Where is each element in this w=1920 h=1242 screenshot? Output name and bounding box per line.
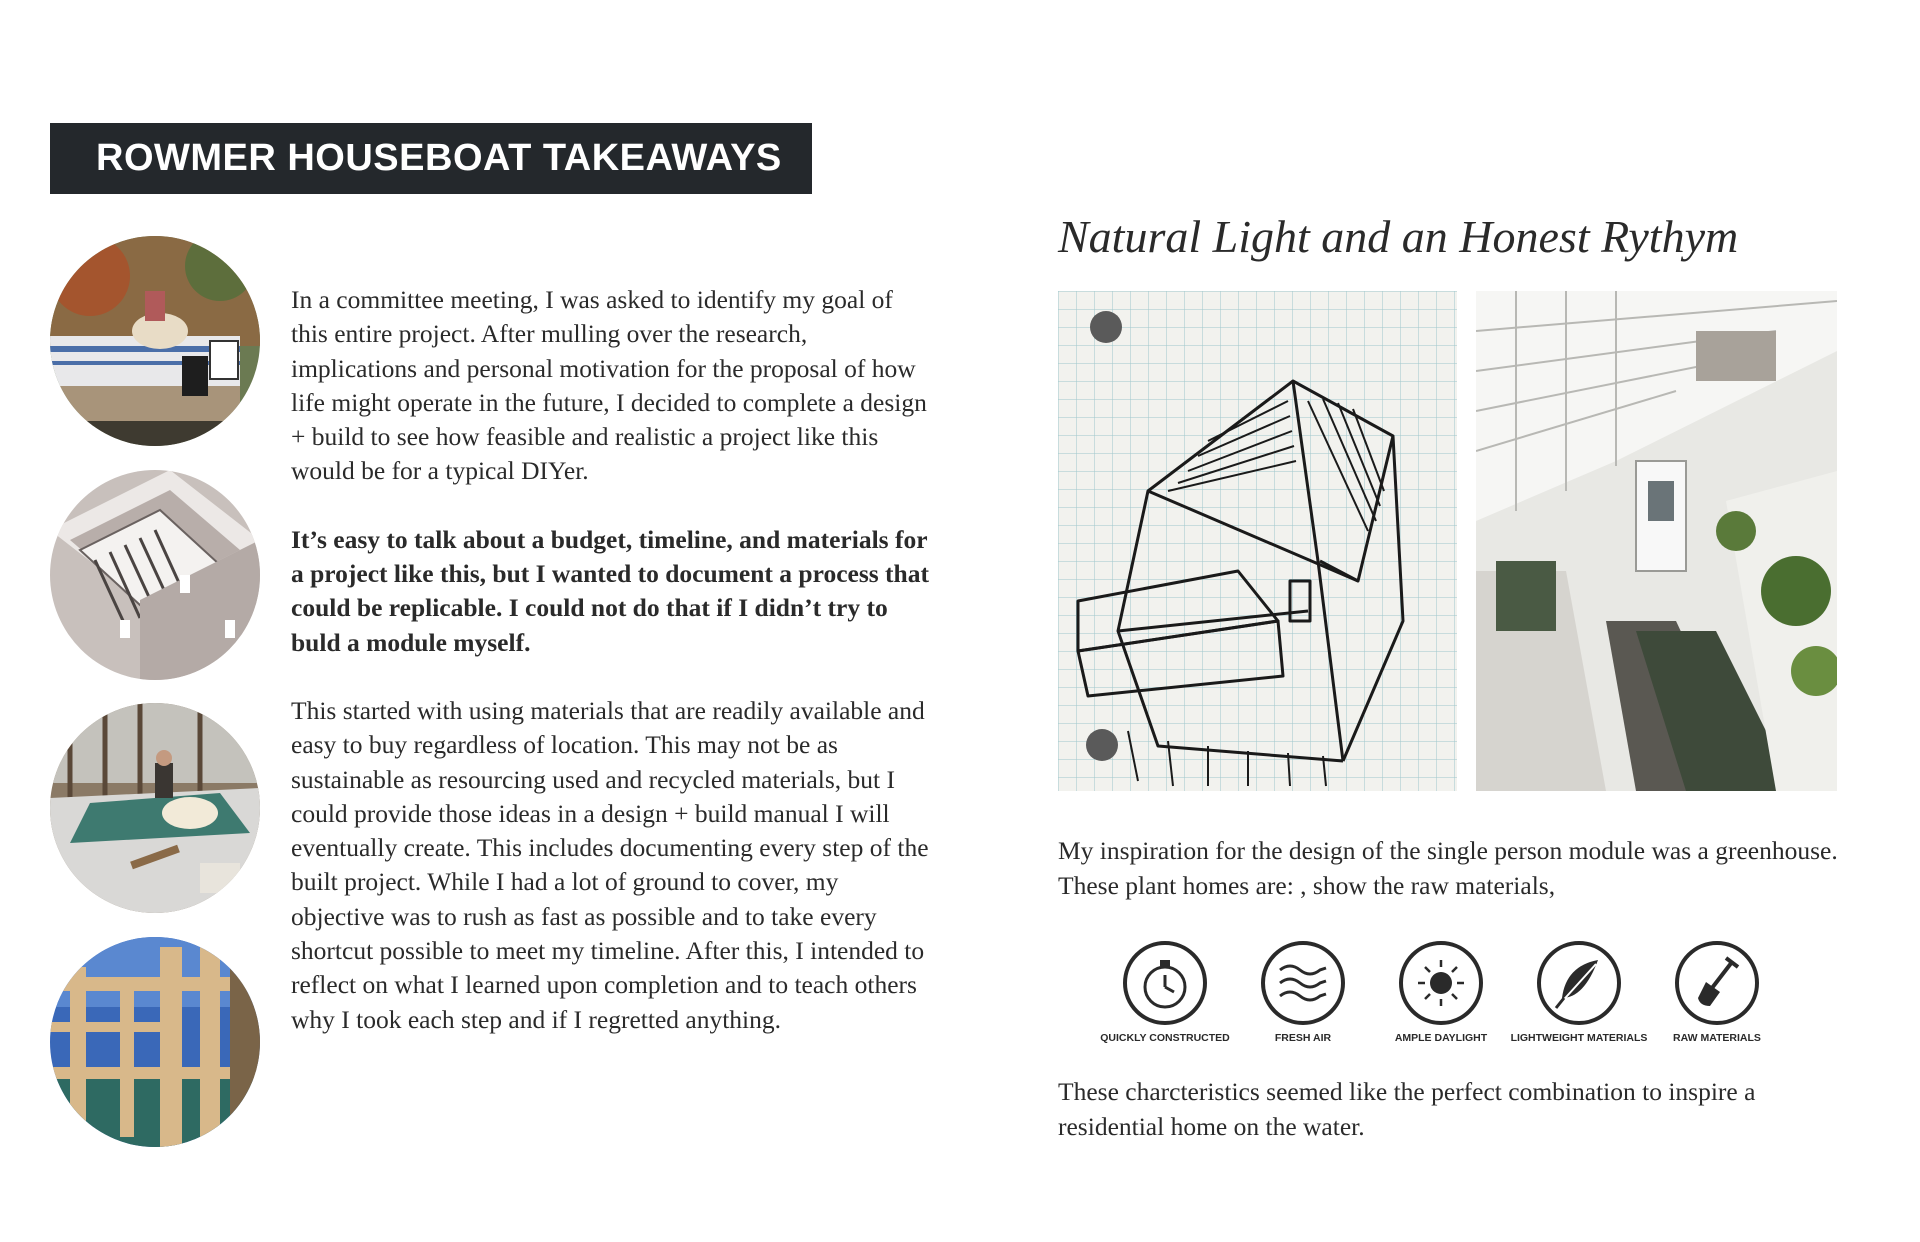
wind-icon — [1260, 940, 1346, 1026]
sun-icon — [1398, 940, 1484, 1026]
paragraph-goal: In a committee meeting, I was asked to identify my goal of this entire project. After mulling over the research, implications and personal motivation for the proposal of how life might operate in the future, I decided to complete a design + build to see how feasible and realistic a project like this would be for a typical DIYer. — [291, 285, 927, 486]
feather-icon — [1536, 940, 1622, 1026]
sketch-photo — [1058, 291, 1457, 791]
stopwatch-icon — [1122, 940, 1208, 1026]
inspiration-text: My inspiration for the design of the single person module was a greenhouse. These plant homes are: , show the raw materials, — [1058, 836, 1838, 900]
icon-label: AMPLE DAYLIGHT — [1394, 1032, 1488, 1044]
characteristics-text: These charcteristics seemed like the perfect combination to inspire a residential home on the water. — [1058, 1077, 1756, 1141]
paragraph-emphasis: It’s easy to talk about a budget, timeline, and materials for a project like this, but I wanted to document a process that could be replicable. I could not do that if I didn’t try to buld a module myself. — [291, 524, 929, 657]
shovel-icon — [1674, 940, 1760, 1026]
icon-label: RAW MATERIALS — [1673, 1032, 1761, 1044]
characteristic-fresh-air — [1228, 940, 1378, 1044]
icon-label: FRESH AIR — [1274, 1032, 1332, 1044]
greenhouse-photo — [1476, 291, 1837, 791]
characteristic-lightweight-materials — [1504, 940, 1654, 1044]
houseboat-photo — [50, 236, 260, 446]
section-heading: Natural Light and an Honest Rythym — [1058, 211, 1739, 262]
characteristic-ample-daylight — [1366, 940, 1516, 1044]
icon-label: QUICKLY CONSTRUCTED — [1100, 1032, 1230, 1044]
left-text-column — [291, 283, 931, 1037]
characteristics-icons — [1090, 940, 1790, 1050]
icon-label: LIGHTWEIGHT MATERIALS — [1510, 1032, 1648, 1044]
deck-construction-photo — [50, 703, 260, 913]
timber-frame-photo — [50, 937, 260, 1147]
paragraph-materials: This started with using materials that are readily available and easy to buy regardless of location. This may not be as sustainable as resourcing used and recycled materials, but I could provide those ideas in a design + build manual I will eventually create. This includes documenting every step of the built project. While I had a lot of ground to cover, my objective was to rush as fast as possible and to take every shortcut possible to meet my timeline. After this, I intended to reflect on what I learned upon completion and to teach others why I took each step and if I regretted anything. — [291, 695, 929, 1034]
page-title: ROWMER HOUSEBOAT TAKEAWAYS — [50, 123, 812, 194]
characteristic-quickly-constructed — [1090, 940, 1240, 1044]
characteristic-raw-materials — [1642, 940, 1792, 1044]
module-rendering — [50, 470, 260, 680]
